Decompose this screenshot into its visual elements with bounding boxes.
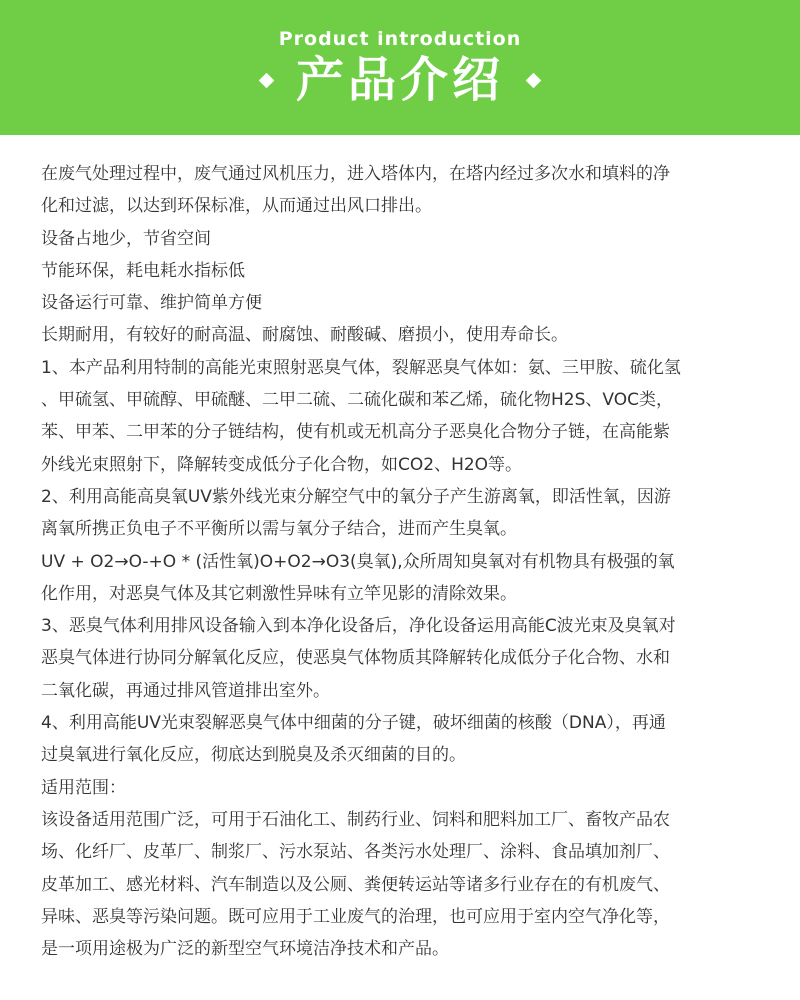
text-line: UV + O2→O-+O * (活性氧)O+O2→O3(臭氧),众所周知臭氧对有机物具有极强的氧: [41, 551, 675, 572]
text-line: 外线光束照射下，降解转变成低分子化合物，如CO2、H2O等。: [41, 454, 523, 475]
text-line: 节能环保，耗电耗水指标低: [41, 260, 245, 281]
text-line: 4、利用高能UV光束裂解恶臭气体中细菌的分子键，破坏细菌的核酸（DNA），再通: [41, 713, 666, 734]
text-line: 在废气处理过程中，废气通过风机压力，进入塔体内，在塔内经过多次水和填料的净: [41, 164, 670, 184]
diamond-left-icon: [259, 72, 275, 88]
text-line: 皮革加工、感光材料、汽车制造以及公厕、粪便转运站等诸多行业存在的有机废气、: [41, 874, 670, 895]
text-line: 化作用，对恶臭气体及其它刺激性异味有立竿见影的清除效果。: [41, 583, 517, 604]
header-banner: [0, 0, 800, 135]
text-line: 3、恶臭气体利用排风设备输入到本净化设备后，净化设备运用高能C波光束及臭氧对: [41, 616, 676, 637]
text-line: 苯、甲苯、二甲苯的分子链结构，使有机或无机高分子恶臭化合物分子链，在高能紫: [41, 422, 670, 443]
text-line: 1、本产品利用特制的高能光束照射恶臭气体，裂解恶臭气体如：氨、三甲胺、硫化氢: [41, 357, 681, 378]
text-line: 长期耐用，有较好的耐高温、耐腐蚀、耐酸碱、磨损小，使用寿命长。: [41, 325, 568, 346]
text-line: 该设备适用范围广泛，可用于石油化工、制药行业、饲料和肥料加工厂、畜牧产品农: [41, 809, 670, 830]
text-line: 场、化纤厂、皮革厂、制浆厂、污水泵站、各类污水处理厂、涂料、食品填加剂厂、: [41, 842, 670, 863]
diamond-right-icon: [526, 72, 542, 88]
text-line: 、甲硫氢、甲硫醇、甲硫醚、二甲二硫、二硫化碳和苯乙烯，硫化物H2S、VOC类，: [41, 390, 673, 411]
text-line: 适用范围：: [41, 777, 126, 798]
product-description: [41, 158, 781, 965]
text-line: 是一项用途极为广泛的新型空气环境洁净技术和产品。: [41, 939, 449, 960]
text-line: 化和过滤，以达到环保标准，从而通过出风口排出。: [41, 196, 432, 217]
banner-title: 产品介绍: [295, 52, 504, 108]
text-line: 异味、恶臭等污染问题。既可应用于工业废气的治理，也可应用于室内空气净化等，: [41, 906, 670, 927]
text-line: 设备占地少，节省空间: [41, 228, 211, 249]
text-line: 设备运行可靠、维护简单方便: [41, 293, 262, 314]
text-line: 过臭氧进行氧化反应，彻底达到脱臭及杀灭细菌的目的。: [41, 745, 466, 766]
text-line: 恶臭气体进行协同分解氧化反应，使恶臭气体物质其降解转化成低分子化合物、水和: [41, 648, 670, 669]
text-line: 离氧所携正负电子不平衡所以需与氧分子结合，进而产生臭氧。: [41, 519, 517, 540]
banner-title-row: [0, 50, 800, 110]
text-line: 2、利用高能高臭氧UV紫外线光束分解空气中的氧分子产生游离氧，即活性氧，因游: [41, 486, 671, 507]
banner-subtitle: Product introduction: [278, 28, 522, 50]
text-line: 二氧化碳，再通过排风管道排出室外。: [41, 680, 330, 701]
